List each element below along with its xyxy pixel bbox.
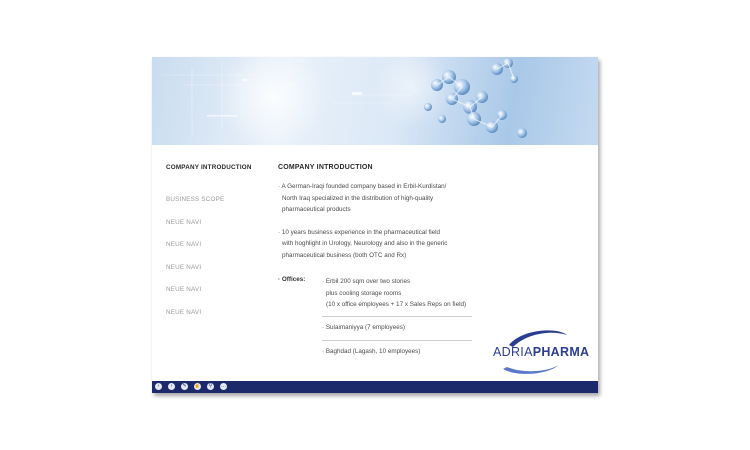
side-navigation <box>166 164 266 331</box>
adriapharma-logo <box>487 325 597 377</box>
logo-text-adria: ADRIA <box>493 345 533 359</box>
intro-paragraph-2 <box>278 227 578 262</box>
nav-item-business-scope[interactable]: BUSINESS SCOPE <box>166 196 225 203</box>
logo-text-pharma: PHARMA <box>532 345 590 359</box>
previous-icon[interactable]: ‹ <box>155 383 162 390</box>
paragraph-line: pharmaceutical products <box>282 206 351 213</box>
office-erbil <box>322 276 466 311</box>
logo-wordmark <box>493 345 589 359</box>
office-line: plus cooling storage rooms <box>326 289 402 297</box>
slide <box>152 57 598 393</box>
nav-item-neue-navi-4[interactable]: NEUE NAVI <box>166 286 202 293</box>
dna-molecule-graphic <box>152 57 598 145</box>
content-heading: COMPANY INTRODUCTION <box>278 164 373 171</box>
paragraph-line: pharmaceutical business (both OTC and Rx) <box>282 251 407 259</box>
footer-toolbar <box>152 381 598 393</box>
paragraph-line: · A German-Iraqi founded company based in Erbil-Kurdistan/ <box>278 183 447 190</box>
header-banner-image <box>152 57 598 145</box>
office-line: · Baghdad (Lagash, 10 employees) <box>322 348 421 355</box>
divider <box>322 316 472 317</box>
nav-item-neue-navi-3[interactable]: NEUE NAVI <box>166 263 202 271</box>
pen-icon[interactable]: ✎ <box>182 383 187 389</box>
nav-item-neue-navi-1[interactable]: NEUE NAVI <box>166 218 202 226</box>
nav-item-neue-navi-2[interactable]: NEUE NAVI <box>166 241 202 248</box>
nav-item-company-introduction[interactable]: COMPANY INTRODUCTION <box>166 164 252 171</box>
paragraph-line: North Iraq specialized in the distribution of high-quality <box>282 194 434 202</box>
paragraph-line: with hoghlight in Urology, Neurology and also in the generic <box>282 240 448 247</box>
intro-paragraph-1 <box>278 181 578 216</box>
office-line: (10 x office employees + 17 x Sales Reps on field) <box>326 301 467 308</box>
zoom-icon[interactable]: ⚲ <box>208 383 213 389</box>
more-icon[interactable]: … <box>221 383 226 389</box>
office-baghdad <box>322 346 420 358</box>
divider <box>322 340 472 341</box>
pointer-icon[interactable]: ☝ <box>194 383 201 389</box>
paragraph-line: · 10 years business experience in the pharmaceutical field <box>278 228 441 236</box>
offices-label: · Offices: <box>278 276 306 283</box>
office-sulaimaniyya <box>322 322 405 334</box>
next-icon[interactable]: › <box>168 383 175 390</box>
office-line: · Sulaimaniyya (7 employees) <box>322 324 405 331</box>
office-line: · Erbil 200 sqm over two stories <box>322 278 411 285</box>
nav-item-neue-navi-5[interactable]: NEUE NAVI <box>166 308 202 316</box>
